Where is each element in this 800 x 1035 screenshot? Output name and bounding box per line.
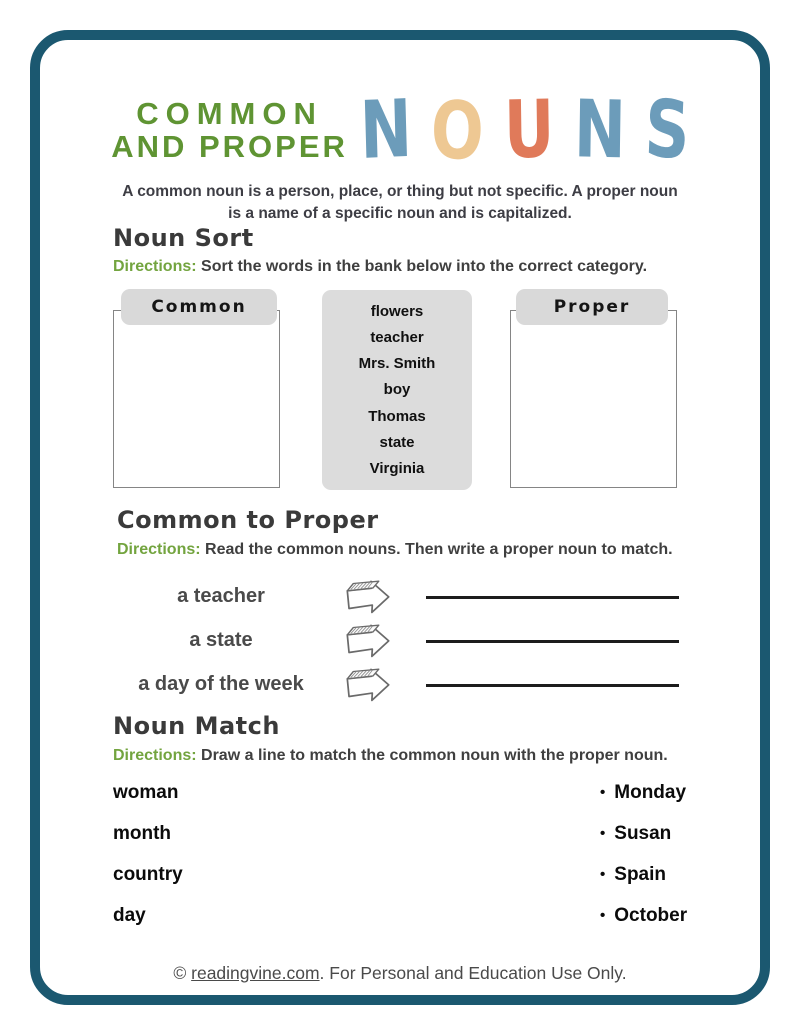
title-letter: N <box>358 81 413 178</box>
match-row <box>113 772 697 813</box>
common-box-label: Common <box>121 289 277 325</box>
directions-label: Directions: <box>117 541 201 558</box>
noun-match-heading: Noun Match <box>113 712 280 740</box>
word-bank-item: teacher <box>370 329 424 347</box>
noun-sort-heading: Noun Sort <box>113 224 254 252</box>
bullet-icon: • <box>600 825 606 842</box>
title-nouns-word <box>358 81 691 179</box>
noun-sort-area <box>113 289 677 491</box>
title-block <box>0 81 800 179</box>
directions-text: Sort the words in the bank below into the correct category. <box>196 258 648 275</box>
proper-sort-box <box>510 310 677 488</box>
proper-noun: Susan <box>614 822 672 844</box>
arrow-right-icon <box>343 661 393 707</box>
common-noun: woman <box>113 781 179 803</box>
common-noun: month <box>113 822 172 844</box>
title-letter: N <box>573 82 626 177</box>
common-to-proper-heading: Common to Proper <box>117 506 379 534</box>
prompt-label: a day of the week <box>138 672 304 695</box>
prompt-label: a state <box>189 628 253 651</box>
common-sort-box <box>113 310 280 488</box>
bullet-icon: • <box>600 866 606 883</box>
word-bank-item: state <box>379 433 415 451</box>
copyright-suffix: . For Personal and Education Use Only. <box>319 963 627 983</box>
noun-match-area <box>113 772 697 936</box>
title-line-1: COMMON <box>136 95 323 131</box>
proper-box-label: Proper <box>516 289 668 325</box>
copyright-prefix: © <box>173 963 192 983</box>
proper-noun: October <box>614 904 688 926</box>
title-letter: U <box>503 82 554 177</box>
bullet-icon: • <box>600 784 606 801</box>
word-bank-item: boy <box>383 381 411 399</box>
arrow-right-icon <box>343 617 393 663</box>
title-line-2: AND PROPER <box>111 129 348 164</box>
intro-description <box>0 181 800 225</box>
proper-noun: Monday <box>614 781 687 803</box>
footer <box>0 963 800 984</box>
proper-noun-item <box>600 864 697 886</box>
match-row <box>113 895 697 936</box>
prompt-label: a teacher <box>177 584 265 607</box>
word-bank-item: Virginia <box>369 459 425 477</box>
answer-blank-line <box>426 640 679 643</box>
intro-description-line-1: A common noun is a person, place, or thing but not specific. A proper noun <box>122 183 678 200</box>
title-letter: S <box>643 81 691 178</box>
common-to-proper-rows <box>113 574 683 706</box>
bullet-icon: • <box>600 907 606 924</box>
word-bank-item: flowers <box>370 303 424 320</box>
match-row <box>113 854 697 895</box>
directions-label: Directions: <box>113 747 197 764</box>
noun-sort-directions <box>113 258 647 276</box>
proper-noun-item <box>600 905 697 927</box>
intro-description-line-2: is a name of a specific noun and is capitalized. <box>228 205 572 222</box>
directions-text: Read the common nouns. Then write a proper noun to match. <box>200 541 673 558</box>
prompt-row <box>113 662 683 706</box>
title-letter: O <box>430 82 485 179</box>
answer-blank-line <box>426 596 679 599</box>
directions-text: Draw a line to match the common noun with the proper noun. <box>196 747 668 764</box>
noun-match-directions <box>113 747 668 765</box>
common-to-proper-directions <box>117 541 673 559</box>
proper-noun: Spain <box>614 863 666 885</box>
arrow-right-icon <box>343 573 393 619</box>
common-noun: country <box>113 863 183 885</box>
proper-noun-item <box>600 782 697 804</box>
readingvine-link[interactable]: readingvine.com <box>191 963 320 983</box>
common-noun: day <box>113 904 146 926</box>
prompt-row <box>113 618 683 662</box>
prompt-row <box>113 574 683 618</box>
word-bank-item: Thomas <box>368 407 426 425</box>
match-row <box>113 813 697 854</box>
title-common-and-proper <box>111 97 348 164</box>
answer-blank-line <box>426 684 679 687</box>
word-bank <box>322 290 472 490</box>
word-bank-item: Mrs. Smith <box>358 355 436 373</box>
directions-label: Directions: <box>113 258 197 275</box>
proper-noun-item <box>600 823 697 845</box>
